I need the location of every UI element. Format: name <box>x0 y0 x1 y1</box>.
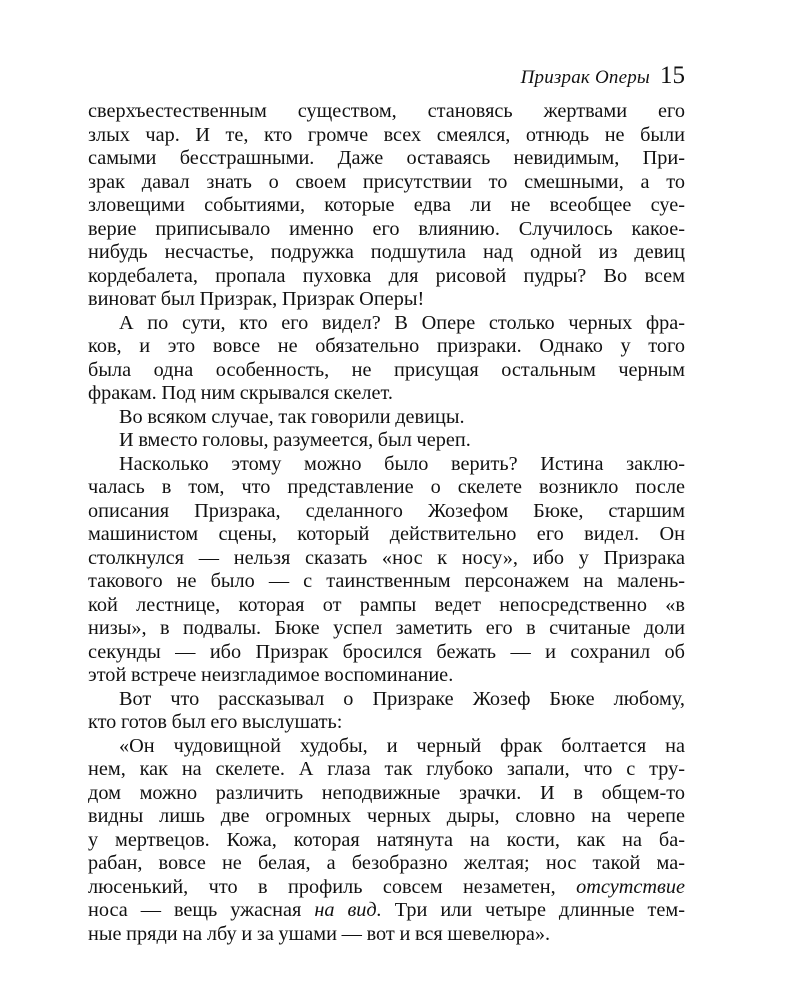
text-line: кордебалета, пропала пуховка для рисовой пудры? Во всем <box>88 264 685 287</box>
text-line: виноват был Призрак, Призрак Оперы! <box>88 288 425 310</box>
text-line: кой лестнице, которая от рампы ведет непосредственно «в <box>88 593 685 616</box>
text-line: зловещими событиями, которые едва ли не всеобщее суе- <box>88 194 685 216</box>
running-title: Призрак Оперы <box>520 67 650 88</box>
text-line: Вот что рассказывал о Призраке Жозеф Бюке любому, <box>119 687 685 710</box>
text-line: И вместо головы, разумеется, был череп. <box>119 429 471 451</box>
text-line: рабан, вовсе не белая, а безобразно желтая; нос такой ма- <box>88 852 685 874</box>
text-line: низы», в подвалы. Бюке успел заметить его в считаные доли <box>88 617 685 639</box>
text-line: этой встрече неизгладимое воспоминание. <box>88 664 454 686</box>
text-line-segment: люсенький, что в профиль совсем незаметен, <box>88 875 577 898</box>
text-line: А по сути, кто его видел? В Опере столько черных фра- <box>119 311 685 334</box>
text-line: у мертвецов. Кожа, которая натянута на кости, как на ба- <box>88 828 685 851</box>
text-line: описания Призрака, сделанного Жозефом Бюке, старшим <box>88 499 685 522</box>
italic-word: на вид. <box>314 899 382 921</box>
text-line: секунды — ибо Призрак бросился бежать — и сохранил об <box>88 640 685 663</box>
text-line: самыми бесстрашными. Даже оставаясь невидимым, При- <box>88 147 685 169</box>
text-line: злых чар. И те, кто громче всех смеялся, отнюдь не были <box>88 123 685 146</box>
text-line: такового не было — с таинственным персонажем на малень- <box>88 570 685 592</box>
text-line: ков, и это вовсе не обязательно призраки. Однако у того <box>88 335 685 357</box>
text-line <box>88 876 685 900</box>
text-line: сверхъестественным существом, становясь жертвами его <box>88 100 685 122</box>
text-line: «Он чудовищной худобы, и черный фрак болтается на <box>119 734 685 757</box>
italic-word: отсутствие <box>576 875 685 898</box>
text-line: Насколько этому можно было верить? Истина заклю- <box>119 452 685 475</box>
text-line: нем, как на скелете. А глаза так глубоко запали, что с тру- <box>88 758 685 780</box>
page-number: 15 <box>660 62 685 89</box>
text-line: фракам. Под ним скрывался скелет. <box>88 382 393 404</box>
running-head <box>521 62 685 90</box>
text-line: была одна особенность, не присущая остальным черным <box>88 358 685 381</box>
text-line: машинистом сцены, который действительно его видел. Он <box>88 523 685 545</box>
text-line-segment: носа — вещь ужасная <box>88 899 315 921</box>
text-line: кто готов был его выслушать: <box>88 711 343 733</box>
text-line: чалась в том, что представление о скелете возникло после <box>88 476 685 498</box>
text-line: нибудь несчастье, подружка подшутила над одной из девиц <box>88 241 685 263</box>
text-line: видны лишь две огромных черных дыры, словно на черепе <box>88 805 685 827</box>
text-line: ные пряди на лбу и за ушами — вот и вся шевелюра». <box>88 922 551 945</box>
text-line-segment: Три или четыре длинные тем- <box>381 899 685 921</box>
text-line: столкнулся — нельзя сказать «нос к носу», ибо у Призрака <box>88 546 685 569</box>
text-line: Во всяком случае, так говорили девицы. <box>119 405 465 428</box>
text-line: зрак давал знать о своем присутствии то смешными, а то <box>88 170 685 193</box>
text-line <box>88 899 685 923</box>
body-text <box>88 100 685 946</box>
text-line: верие приписывало именно его влиянию. Случилось какое- <box>88 217 685 240</box>
text-line: дом можно различить неподвижные зрачки. И в общем-то <box>88 781 685 804</box>
